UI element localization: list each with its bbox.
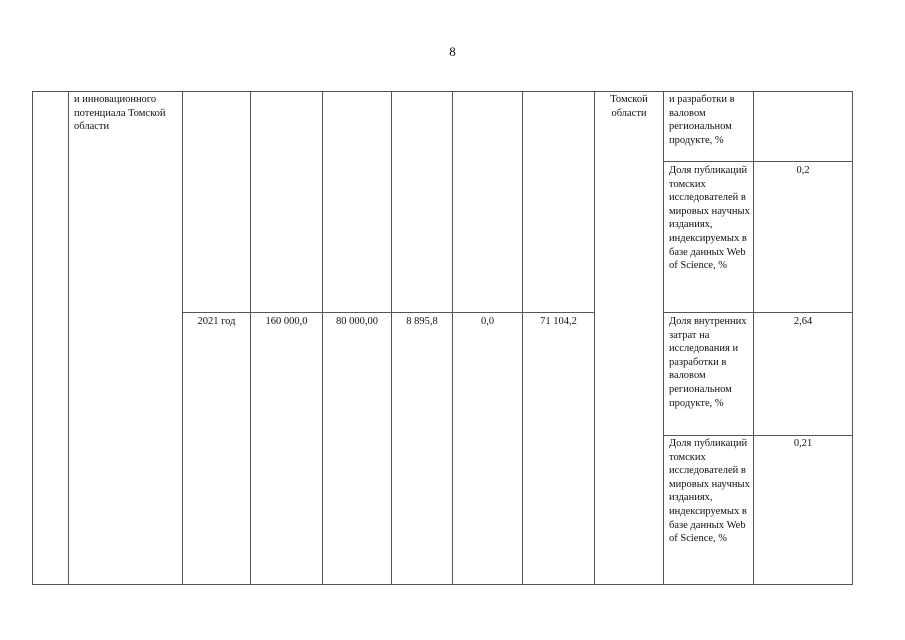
program-name-cell: и инновационного потенциала Томской области (74, 94, 166, 133)
other-sources-cell: 71 104,2 (540, 316, 577, 327)
total-cell: 160 000,0 (265, 316, 308, 327)
indicator-cell: и разработки в валовом региональном продукте, % (669, 94, 735, 146)
indicator-cell: Доля внутренних затрат на исследования и разработки в валовом региональном продукте, % (669, 316, 747, 409)
value-cell: 2,64 (793, 316, 813, 327)
indicator-cell: Доля публикаций томских исследователей в мировых научных изданиях, индексируемых в базе данных Web of Science, % (669, 165, 750, 272)
local-budget-cell: 0,0 (480, 316, 495, 327)
value-cell: 0,21 (793, 438, 813, 449)
year-cell: 2021 год (197, 316, 236, 327)
regional-budget-cell: 8 895,8 (406, 316, 438, 327)
page-number: 8 (449, 44, 456, 59)
value-cell: 0,2 (796, 165, 810, 176)
federal-budget-cell: 80 000,00 (336, 316, 378, 327)
region-cell: Томской области (610, 94, 648, 119)
indicator-cell: Доля публикаций томских исследователей в мировых научных изданиях, индексируемых в базе данных Web of Science, % (669, 438, 750, 545)
